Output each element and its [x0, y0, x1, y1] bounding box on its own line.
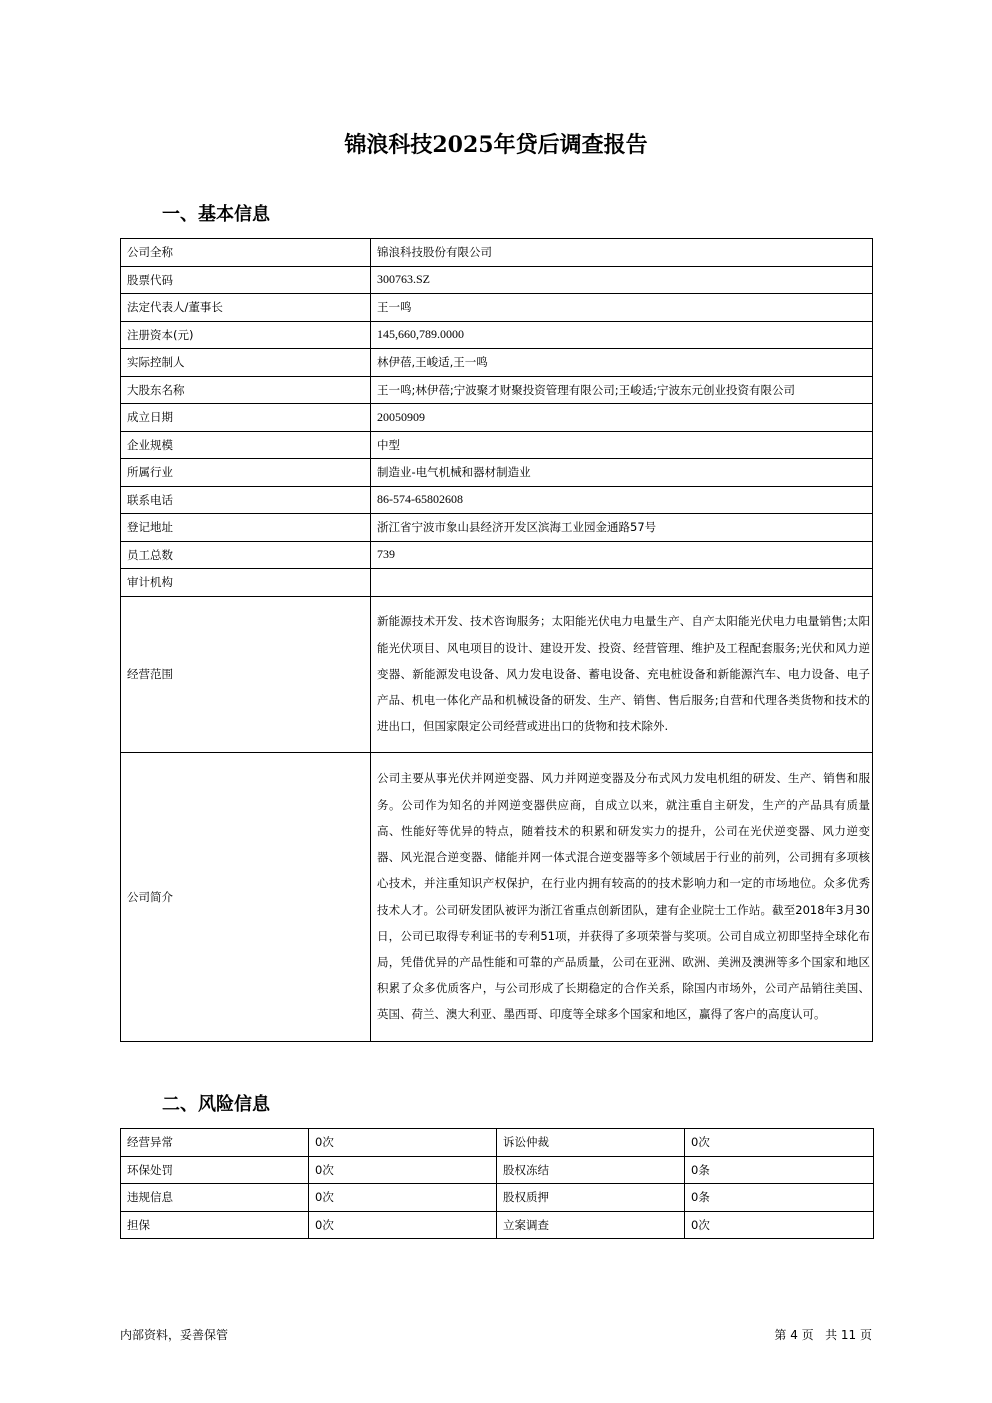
table-row — [121, 752, 873, 1041]
table-row — [121, 459, 873, 487]
row-label: 企业规模 — [121, 431, 371, 459]
row-label: 实际控制人 — [121, 349, 371, 377]
table-row — [121, 486, 873, 514]
risk-value: 0条 — [685, 1156, 874, 1184]
row-value: 王一鸣;林伊蓓;宁波聚才财聚投资管理有限公司;王峻适;宁波东元创业投资有限公司 — [371, 376, 873, 404]
row-value: 林伊蓓,王峻适,王一鸣 — [371, 349, 873, 377]
risk-value: 0次 — [309, 1156, 497, 1184]
basic-info-table — [120, 238, 873, 1042]
row-value: 王一鸣 — [371, 294, 873, 322]
table-row — [121, 1184, 874, 1212]
table-row — [121, 321, 873, 349]
table-row — [121, 1156, 874, 1184]
row-value: 制造业-电气机械和器材制造业 — [371, 459, 873, 487]
row-value: 86-574-65802608 — [371, 486, 873, 514]
row-value: 145,660,789.0000 — [371, 321, 873, 349]
row-value: 浙江省宁波市象山县经济开发区滨海工业园金通路57号 — [371, 514, 873, 542]
row-label: 所属行业 — [121, 459, 371, 487]
row-value: 20050909 — [371, 404, 873, 432]
table-row — [121, 596, 873, 752]
section-heading-risk-info: 二、风险信息 — [162, 1094, 270, 1115]
risk-value: 0次 — [309, 1211, 497, 1239]
risk-value: 0次 — [309, 1129, 497, 1157]
risk-label: 违规信息 — [121, 1184, 309, 1212]
row-label: 公司全称 — [121, 239, 371, 267]
table-row — [121, 431, 873, 459]
row-label: 审计机构 — [121, 569, 371, 597]
row-label: 登记地址 — [121, 514, 371, 542]
table-row — [121, 239, 873, 267]
risk-value: 0次 — [685, 1129, 874, 1157]
risk-label: 担保 — [121, 1211, 309, 1239]
section-heading-basic-info: 一、基本信息 — [162, 204, 270, 225]
row-label: 注册资本(元) — [121, 321, 371, 349]
risk-label: 股权冻结 — [497, 1156, 685, 1184]
row-label: 员工总数 — [121, 541, 371, 569]
row-label: 成立日期 — [121, 404, 371, 432]
table-row — [121, 1129, 874, 1157]
row-label: 联系电话 — [121, 486, 371, 514]
row-label: 经营范围 — [121, 596, 371, 752]
report-title: 锦浪科技2025年贷后调查报告 — [344, 132, 648, 158]
table-row — [121, 569, 873, 597]
table-row — [121, 376, 873, 404]
risk-label: 环保处罚 — [121, 1156, 309, 1184]
table-row — [121, 266, 873, 294]
risk-label: 股权质押 — [497, 1184, 685, 1212]
footer-page-number: 第 4 页 共 11 页 — [774, 1328, 872, 1342]
risk-value: 0条 — [685, 1184, 874, 1212]
table-row — [121, 541, 873, 569]
table-row — [121, 1211, 874, 1239]
risk-info-table — [120, 1128, 874, 1239]
footer-confidential-note: 内部资料，妥善保管 — [120, 1328, 229, 1342]
row-value: 739 — [371, 541, 873, 569]
risk-value: 0次 — [685, 1211, 874, 1239]
row-value — [371, 569, 873, 597]
row-value-company-profile: 公司主要从事光伏并网逆变器、风力并网逆变器及分布式风力发电机组的研发、生产、销售和服务。公司作为知名的并网逆变器供应商，自成立以来，就注重自主研发，生产的产品具有质量高、性能好等优异的特点，随着技术的积累和研发实力的提升，公司在光伏逆变器、风力逆变器、风光混合逆变器、储能并网一体式混合逆变器等多个领域居于行业的前列，公司拥有多项核心技术，并注重知识产权保护，在行业内拥有较高的的技术影响力和一定的市场地位。众多优秀技术人才。公司研发团队被评为浙江省重点创新团队，建有企业院士工作站。截至2018年3月30日，公司已取得专利证书的专利51项，并获得了多项荣誉与奖项。公司自成立初即坚持全球化布局，凭借优异的产品性能和可靠的产品质量，公司在亚洲、欧洲、美洲及澳洲等多个国家和地区积累了众多优质客户，与公司形成了长期稳定的合作关系，除国内市场外，公司产品销往美国、英国、荷兰、澳大利亚、墨西哥、印度等全球多个国家和地区，赢得了客户的高度认可。 — [371, 752, 873, 1041]
table-row — [121, 294, 873, 322]
table-row — [121, 404, 873, 432]
row-label: 公司简介 — [121, 752, 371, 1041]
row-label: 大股东名称 — [121, 376, 371, 404]
row-value: 300763.SZ — [371, 266, 873, 294]
row-value-business-scope: 新能源技术开发、技术咨询服务；太阳能光伏电力电量生产、自产太阳能光伏电力电量销售;太阳能光伏项目、风电项目的设计、建设开发、投资、经营管理、维护及工程配套服务;光伏和风力逆变器、新能源发电设备、风力发电设备、蓄电设备、充电桩设备和新能源汽车、电力设备、电子产品、机电一体化产品和机械设备的研发、生产、销售、售后服务;自营和代理各类货物和技术的进出口，但国家限定公司经营或进出口的货物和技术除外. — [371, 596, 873, 752]
risk-label: 立案调查 — [497, 1211, 685, 1239]
risk-label: 经营异常 — [121, 1129, 309, 1157]
row-value: 中型 — [371, 431, 873, 459]
row-label: 法定代表人/董事长 — [121, 294, 371, 322]
risk-value: 0次 — [309, 1184, 497, 1212]
risk-label: 诉讼仲裁 — [497, 1129, 685, 1157]
row-label: 股票代码 — [121, 266, 371, 294]
table-row — [121, 514, 873, 542]
row-value: 锦浪科技股份有限公司 — [371, 239, 873, 267]
table-row — [121, 349, 873, 377]
